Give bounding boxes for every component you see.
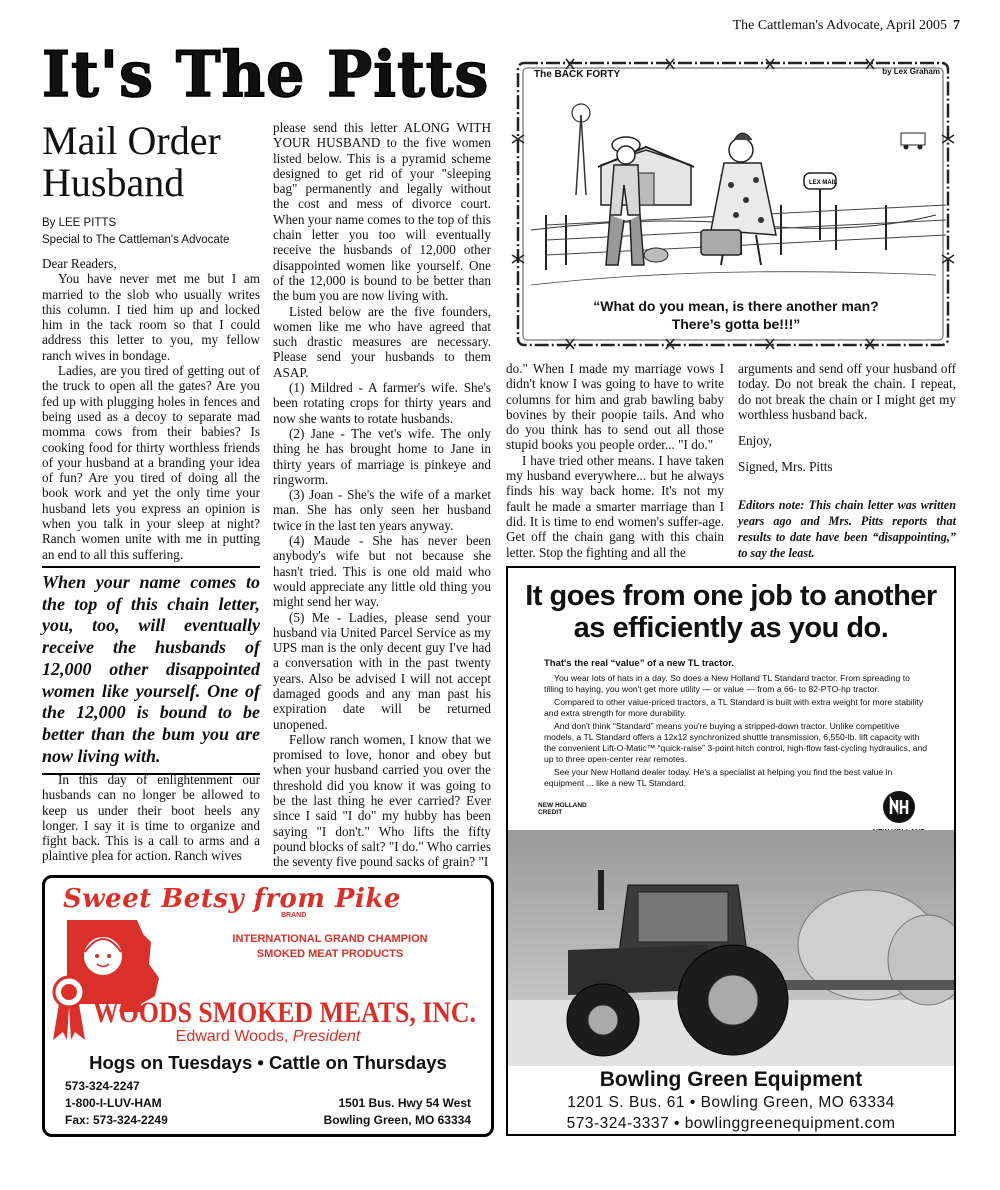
cartoon-title: The BACK FORTY: [534, 69, 621, 80]
article-paragraph: Ladies, are you tired of getting out of the truck to open all the gates? Are you fed up with plugging holes in fences and being used as a decoy to separate mad momma cows from their babies? Is cooking food for thirty worthless friends of your husband at a branding your idea of fun? Are you tired of doing all the book work and yet the only time your husband lets you express an opinion is when you talk in your sleep at night? Ranch women unite with me in putting an end to all this suffering.: [42, 363, 260, 562]
nh-credit-line-1: NEW HOLLAND: [538, 802, 587, 809]
headline-line-1: Mail Order: [42, 118, 221, 163]
tractor-photo: [508, 830, 954, 1066]
fax: Fax: 573-324-2249: [65, 1113, 168, 1127]
article-headline: [42, 120, 262, 204]
owner-name: Edward Woods,: [175, 1028, 289, 1045]
ad-subhead: That's the real “value” of a new TL tractor.: [544, 658, 735, 669]
article-column-4: [738, 361, 956, 475]
dealer-info: [508, 1068, 954, 1134]
byline-author: By LEE PITTS: [42, 217, 117, 229]
page-header: [733, 18, 960, 34]
ad-paragraph: See your New Holland dealer today. He's a specialist at helping you find the best value in equipment ... like a new TL Standard.: [544, 767, 893, 788]
ad-paragraph: And don't think “Standard” means you're buying a stripped-down tractor. Unlike competitive models, a TL Standard offers a 12x12 synchronized shuttle transmission, 6,550-lb. lift capacity with the convenient Lift-O-Matic™ “quick-raise” 3-point hitch control, high-flow fast-cycling hydraulics, and up to three open-center rear remotes.: [544, 721, 928, 764]
sweet-betsy-brand: Sweet Betsy from Pike: [63, 884, 401, 914]
dealer-address: 1201 S. Bus. 61 • Bowling Green, MO 63334: [567, 1094, 895, 1111]
article-paragraph: do." When I made my marriage vows I didn't know I was going to have to write columns for him and grab bawling baby bovines by their poopie tails. And who do you think has to send out all those stupid books you people order... "I do.": [506, 361, 724, 453]
list-item: (2) Jane - The vet's wife. The only thing he has brought home to Jane in thirty years of marriage is pinkeye and ringworm.: [273, 425, 491, 487]
signature: Signed, Mrs. Pitts: [738, 459, 833, 475]
ad-headline: [508, 580, 954, 644]
nh-credit-line-2: CREDIT: [538, 809, 563, 816]
company-name: WOODS SMOKED MEATS, INC.: [93, 996, 476, 1029]
closing: Enjoy,: [738, 433, 772, 449]
new-holland-ad: [506, 566, 956, 1136]
sale-days-slogan: Hogs on Tuesdays • Cattle on Thursdays: [89, 1052, 447, 1073]
list-item: (4) Maude - She has never been anybody's wife but not because she hasn't tried. This is one old maid who would appreciate any little old thing you might send her way.: [273, 533, 491, 610]
article-paragraph: arguments and send off your husband off today. Do not break the chain. I repeat, do not break the chain or I might get my worthless husband back.: [738, 361, 956, 422]
address-line-2: Bowling Green, MO 63334: [323, 1113, 471, 1127]
champion-line-1: INTERNATIONAL GRAND CHAMPION: [232, 933, 428, 945]
list-item: (5) Me - Ladies, please send your husband via United Parcel Service as my UPS man is the only decent guy I've had a conversation with in the past twenty years. Also be advised I will not accept damaged goods and any man past his expiration date will be returned unopened.: [273, 609, 491, 732]
article-paragraph: In this day of enlightenment our husbands can no longer be allowed to keep us under their boot heels any longer. I say it is time to organize and fight back. This is a call to arms and a plaintive plea for action. Ranch wives: [42, 772, 260, 864]
column-masthead: It's The Pitts: [42, 38, 490, 112]
article-paragraph: You have never met me but I am married to the slob who usually writes this column. I tied him up and locked him in the tack room so that I could address this letter to you, my fellow ranch wives in bondage.: [42, 271, 260, 363]
dealer-name: Bowling Green Equipment: [599, 1068, 863, 1091]
cartoon-credit: by Lex Graham: [882, 67, 940, 76]
article-paragraph: Listed below are the five founders, women like me who have agreed that such drastic measures are necessary. Please send your husbands to them ASAP.: [273, 303, 491, 380]
nh-credit-logo: [538, 802, 587, 816]
new-holland-leaf-icon: [882, 790, 916, 824]
article-column-3: [506, 361, 724, 560]
brand-label: BRAND: [281, 912, 307, 919]
article-column-1-continued: [42, 772, 260, 864]
article-paragraph: I have tried other means. I have taken my husband everywhere... but he always finds his way back home. It's not my fault he made a smarter marriage than I did. It is time to end women's suffer-age. Get off the chain gang with this chain letter. Stop the fighting and all the: [506, 452, 724, 560]
byline: [42, 215, 262, 249]
ad-paragraph: Compared to other value-priced tractors, a TL Standard is built with extra weight for more stability and extra strength for more durability.: [544, 697, 924, 718]
caption-line-2: There’s gotta be!!!”: [671, 316, 801, 332]
article-column-2: [273, 120, 491, 870]
owner-line: [45, 1028, 491, 1046]
list-item: (3) Joan - She's the wife of a market man. She has only seen her husband twice in the last ten years anyway.: [273, 487, 491, 533]
ad-paragraph: You wear lots of hats in a day. So does a New Holland TL Standard tractor. From spreading to tilling to haying, you won't get more utility — or value — from a 66- to 82-PTO-hp tractor.: [544, 673, 910, 694]
cartoon-caption: [536, 297, 936, 333]
champion-text: [195, 932, 465, 962]
article-paragraph: please send this letter ALONG WITH YOUR HUSBAND to the five women listed below. This is a pyramid scheme designed to get rid of your "sleeping bag" permanently and legally without the cost and mess of divorce court. When your name comes to the top of this chain letter you too will eventually receive the husbands of 12,000 other disappointed women like yourself. One of the 12,000 is bound to be better than the bum you are now living with.: [273, 120, 491, 304]
byline-affiliation: Special to The Cattleman's Advocate: [42, 234, 230, 246]
champion-line-2: SMOKED MEAT PRODUCTS: [256, 948, 404, 960]
page-number: 7: [953, 18, 960, 33]
headline-line-2: Husband: [42, 160, 185, 205]
editors-note: Editors note: This chain letter was written years ago and Mrs. Pitts reports that results to date have been “disappointing,” to say the least.: [738, 498, 956, 560]
pull-quote: When your name comes to the top of this chain letter, you, too, will eventually receive the husbands of 12,000 other disappointed women like yourself. One of the 12,000 is bound to be better than the bum you are now living with.: [42, 566, 260, 775]
ad-body: [544, 673, 929, 791]
company-address: [324, 1095, 471, 1129]
article-column-1: [42, 256, 260, 562]
dealer-contact: 573-324-3337 • bowlinggreenequipment.com: [566, 1115, 896, 1132]
phone-1: 573-324-2247: [65, 1079, 140, 1093]
cartoon-back-forty: [506, 55, 960, 355]
caption-line-1: “What do you mean, is there another man?: [593, 298, 879, 314]
contact-phones: [65, 1078, 168, 1129]
owner-title: President: [288, 1028, 361, 1045]
ad-headline-line-2: as efficiently as you do.: [573, 612, 889, 644]
woods-smoked-meats-ad: [42, 875, 494, 1137]
salutation: Dear Readers,: [42, 256, 117, 271]
mailbox-label: LEX MAIL: [809, 180, 837, 186]
ad-headline-line-1: It goes from one job to another: [525, 580, 937, 612]
address-line-1: 1501 Bus. Hwy 54 West: [338, 1096, 471, 1110]
publication-name: The Cattleman's Advocate, April 2005: [732, 18, 947, 33]
phone-2: 1-800-I-LUV-HAM: [65, 1096, 162, 1110]
list-item: (1) Mildred - A farmer's wife. She's been rotating crops for thirty years and now she wants to rotate husbands.: [273, 380, 491, 426]
article-paragraph: Fellow ranch women, I know that we promised to love, honor and obey but when your husband carried you over the threshold did you know it was going to be the last thing he ever carried? Ever since I said "I do" my hubby has been saying "I don't." Who lifts the fifty pound blocks of salt? "I do." Who carries the seventy five pound sacks of grain? "I: [273, 731, 491, 870]
